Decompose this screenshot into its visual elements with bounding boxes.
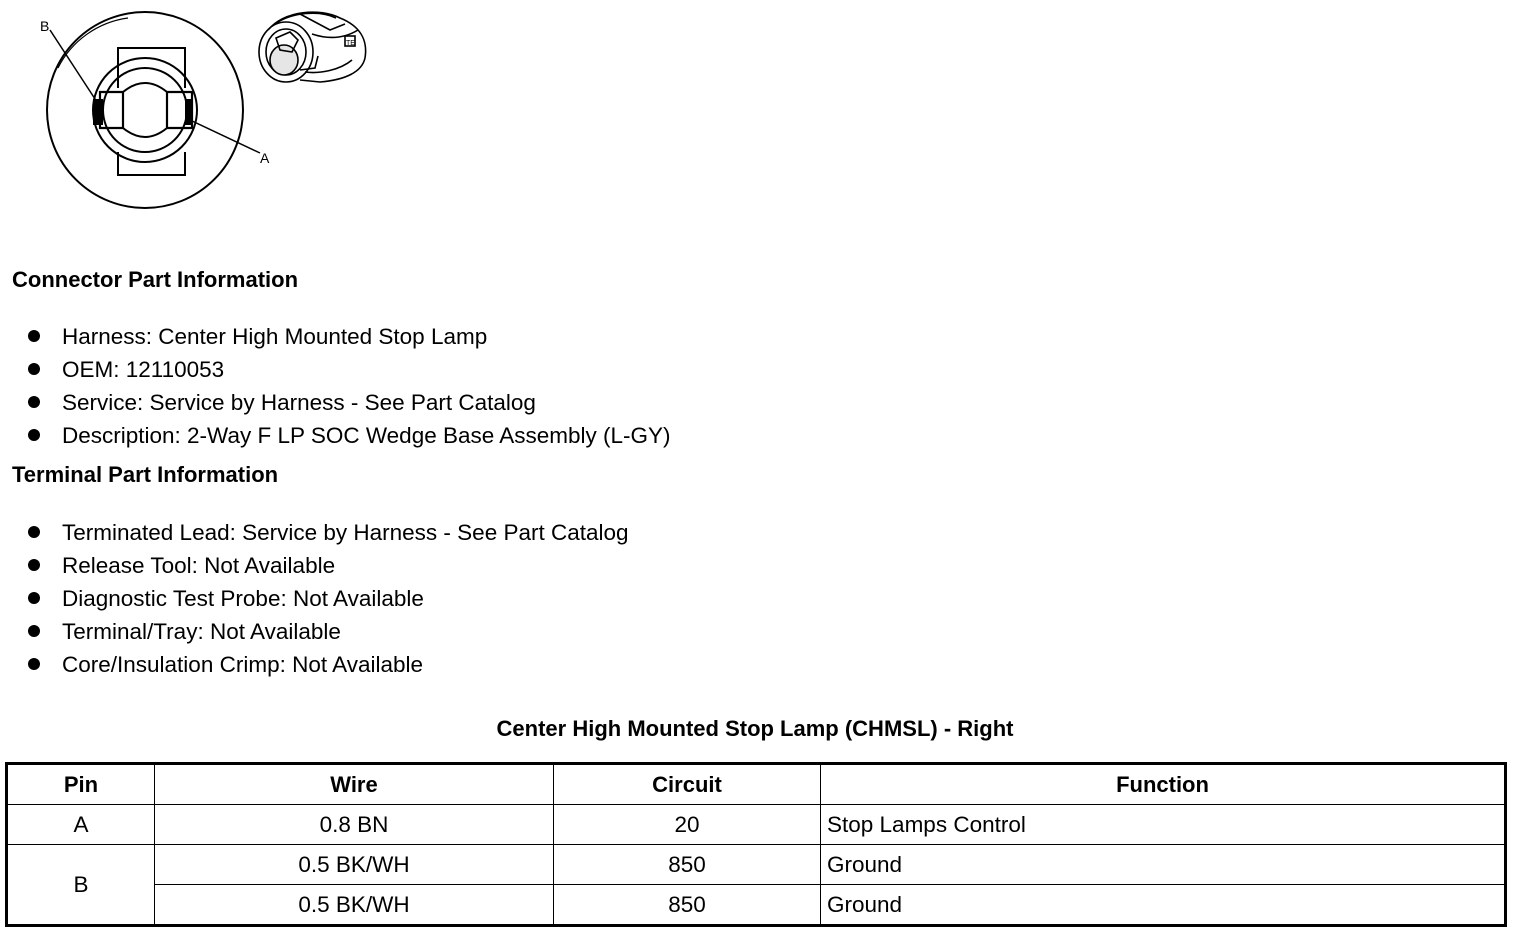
list-item-text: OEM: 12110053 [62, 357, 225, 382]
list-item [28, 615, 629, 648]
rear-view-mark: TE [346, 40, 355, 47]
list-item-text: Diagnostic Test Probe: Not Available [62, 586, 424, 611]
circuit-cell: 850 [554, 885, 821, 926]
list-item [28, 549, 629, 582]
pin-cell: B [7, 845, 155, 926]
connector-bottom-tab [118, 152, 185, 175]
leader-line-a [190, 120, 260, 153]
wire-cell: 0.8 BN [155, 805, 554, 845]
wire-cell: 0.5 BK/WH [155, 885, 554, 926]
list-item [28, 386, 671, 419]
circuit-cell: 850 [554, 845, 821, 885]
list-item [28, 419, 671, 452]
list-item [28, 320, 671, 353]
connector-perspective-view [259, 12, 366, 82]
table-header-row [7, 764, 1506, 805]
bullet-icon [28, 363, 40, 375]
bullet-icon [28, 625, 40, 637]
bullet-icon [28, 559, 40, 571]
terminal-b [94, 100, 102, 124]
function-cell: Stop Lamps Control [821, 805, 1506, 845]
bullet-icon [28, 526, 40, 538]
function-cell: Ground [821, 845, 1506, 885]
pinout-table [5, 762, 1507, 927]
wire-cell: 0.5 BK/WH [155, 845, 554, 885]
column-header-pin: Pin [7, 764, 155, 805]
terminal-info-list [28, 516, 629, 681]
connector-diagram [0, 0, 400, 240]
connector-inner-ring [93, 58, 197, 162]
column-header-function: Function [821, 764, 1506, 805]
table-row [7, 805, 1506, 845]
bullet-icon [28, 658, 40, 670]
circuit-cell: 20 [554, 805, 821, 845]
bullet-icon [28, 592, 40, 604]
bullet-icon [28, 429, 40, 441]
pin-cell: A [7, 805, 155, 845]
list-item [28, 582, 629, 615]
table-row [7, 885, 1506, 926]
list-item-text: Description: 2-Way F LP SOC Wedge Base Assembly (L-GY) [62, 423, 671, 448]
list-item-text: Release Tool: Not Available [62, 553, 336, 578]
column-header-circuit: Circuit [554, 764, 821, 805]
pin-label-b: B [40, 18, 50, 34]
connector-info-heading: Connector Part Information [12, 267, 299, 292]
table-row [7, 845, 1506, 885]
bullet-icon [28, 396, 40, 408]
list-item-text: Terminal/Tray: Not Available [62, 619, 341, 644]
list-item-text: Service: Service by Harness - See Part Catalog [62, 390, 536, 415]
list-item-text: Core/Insulation Crimp: Not Available [62, 652, 424, 677]
function-cell: Ground [821, 885, 1506, 926]
terminal-info-heading: Terminal Part Information [12, 462, 279, 487]
list-item [28, 648, 629, 681]
list-item [28, 353, 671, 386]
connector-outer-ring [47, 12, 243, 208]
list-item [28, 516, 629, 549]
list-item-text: Harness: Center High Mounted Stop Lamp [62, 324, 488, 349]
column-header-wire: Wire [155, 764, 554, 805]
connector-info-list [28, 320, 671, 452]
list-item-text: Terminated Lead: Service by Harness - See Part Catalog [62, 520, 629, 545]
table-title: Center High Mounted Stop Lamp (CHMSL) - Right [496, 716, 1014, 741]
bullet-icon [28, 330, 40, 342]
pin-label-a: A [260, 150, 270, 166]
